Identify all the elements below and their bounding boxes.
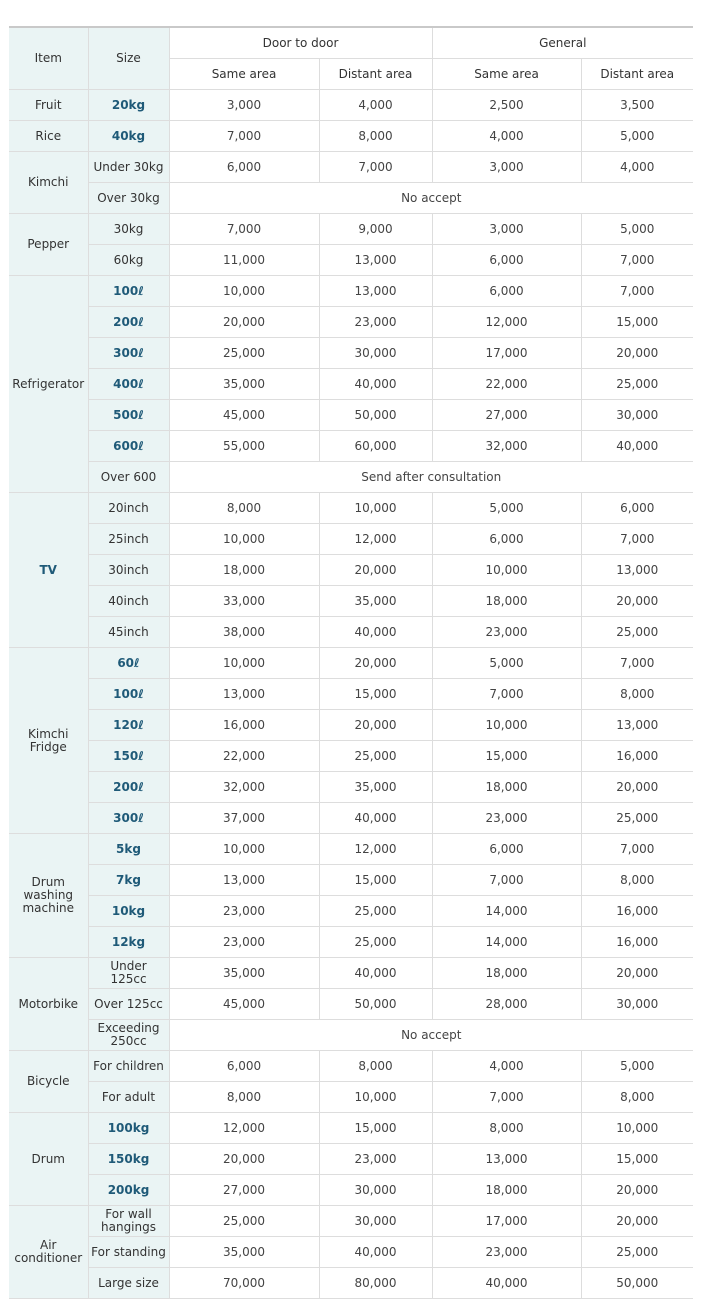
door-same-area-price: 8,000 bbox=[169, 493, 319, 524]
size-cell: 200kg bbox=[88, 1175, 169, 1206]
general-same-area-price: 23,000 bbox=[432, 617, 581, 648]
door-same-area-price: 35,000 bbox=[169, 369, 319, 400]
general-same-area-price: 18,000 bbox=[432, 1175, 581, 1206]
door-distant-area-price: 15,000 bbox=[319, 865, 432, 896]
door-distant-area-price: 4,000 bbox=[319, 90, 432, 121]
door-distant-area-price: 35,000 bbox=[319, 586, 432, 617]
table-row bbox=[9, 586, 693, 617]
item-cell: Fruit bbox=[9, 90, 88, 121]
table-row bbox=[9, 1051, 693, 1082]
door-same-area-price: 37,000 bbox=[169, 803, 319, 834]
item-cell: Drum bbox=[9, 1113, 88, 1206]
item-cell: Refrigerator bbox=[9, 276, 88, 493]
item-cell: Bicycle bbox=[9, 1051, 88, 1113]
table-row bbox=[9, 524, 693, 555]
header-row-top bbox=[9, 27, 693, 59]
door-distant-area-price: 25,000 bbox=[319, 896, 432, 927]
door-same-area-price: 18,000 bbox=[169, 555, 319, 586]
table-row bbox=[9, 679, 693, 710]
general-same-area-price: 3,000 bbox=[432, 214, 581, 245]
general-distant-area-price: 50,000 bbox=[581, 1268, 693, 1299]
size-cell: 25inch bbox=[88, 524, 169, 555]
table-row bbox=[9, 772, 693, 803]
table-body bbox=[9, 90, 693, 1299]
table-row bbox=[9, 152, 693, 183]
general-distant-area-price: 25,000 bbox=[581, 617, 693, 648]
table-row bbox=[9, 741, 693, 772]
general-same-area-price: 7,000 bbox=[432, 865, 581, 896]
general-same-area-price: 23,000 bbox=[432, 1237, 581, 1268]
door-distant-area-price: 30,000 bbox=[319, 338, 432, 369]
general-same-area-price: 6,000 bbox=[432, 245, 581, 276]
general-same-area-price: 4,000 bbox=[432, 1051, 581, 1082]
size-cell: For adult bbox=[88, 1082, 169, 1113]
door-same-area-price: 25,000 bbox=[169, 1206, 319, 1237]
general-distant-area-price: 15,000 bbox=[581, 1144, 693, 1175]
general-same-area-price: 7,000 bbox=[432, 679, 581, 710]
door-distant-area-price: 30,000 bbox=[319, 1175, 432, 1206]
header-general: General bbox=[432, 27, 693, 59]
item-cell: Air conditioner bbox=[9, 1206, 88, 1299]
door-same-area-price: 38,000 bbox=[169, 617, 319, 648]
delivery-rate-table bbox=[9, 26, 693, 1299]
door-distant-area-price: 23,000 bbox=[319, 307, 432, 338]
size-cell: 20inch bbox=[88, 493, 169, 524]
door-same-area-price: 10,000 bbox=[169, 648, 319, 679]
size-cell: 30inch bbox=[88, 555, 169, 586]
door-same-area-price: 32,000 bbox=[169, 772, 319, 803]
table-row bbox=[9, 927, 693, 958]
door-same-area-price: 6,000 bbox=[169, 152, 319, 183]
door-distant-area-price: 20,000 bbox=[319, 555, 432, 586]
general-same-area-price: 10,000 bbox=[432, 555, 581, 586]
general-same-area-price: 22,000 bbox=[432, 369, 581, 400]
door-same-area-price: 35,000 bbox=[169, 1237, 319, 1268]
table-row bbox=[9, 1020, 693, 1051]
door-distant-area-price: 10,000 bbox=[319, 1082, 432, 1113]
door-same-area-price: 7,000 bbox=[169, 121, 319, 152]
door-distant-area-price: 8,000 bbox=[319, 121, 432, 152]
door-distant-area-price: 40,000 bbox=[319, 803, 432, 834]
size-cell: 60kg bbox=[88, 245, 169, 276]
general-distant-area-price: 8,000 bbox=[581, 1082, 693, 1113]
size-cell: For standing bbox=[88, 1237, 169, 1268]
item-cell: Kimchi Fridge bbox=[9, 648, 88, 834]
door-distant-area-price: 12,000 bbox=[319, 524, 432, 555]
door-same-area-price: 23,000 bbox=[169, 927, 319, 958]
general-distant-area-price: 3,500 bbox=[581, 90, 693, 121]
header-item: Item bbox=[9, 27, 88, 90]
general-distant-area-price: 7,000 bbox=[581, 276, 693, 307]
door-same-area-price: 10,000 bbox=[169, 834, 319, 865]
general-distant-area-price: 8,000 bbox=[581, 679, 693, 710]
table-row bbox=[9, 989, 693, 1020]
header-door-to-door: Door to door bbox=[169, 27, 432, 59]
table-row bbox=[9, 865, 693, 896]
general-same-area-price: 18,000 bbox=[432, 586, 581, 617]
general-same-area-price: 15,000 bbox=[432, 741, 581, 772]
general-distant-area-price: 10,000 bbox=[581, 1113, 693, 1144]
size-cell: 10kg bbox=[88, 896, 169, 927]
size-cell: 60ℓ bbox=[88, 648, 169, 679]
size-cell: 500ℓ bbox=[88, 400, 169, 431]
general-same-area-price: 8,000 bbox=[432, 1113, 581, 1144]
door-same-area-price: 13,000 bbox=[169, 679, 319, 710]
table-row bbox=[9, 1144, 693, 1175]
general-distant-area-price: 20,000 bbox=[581, 1175, 693, 1206]
door-same-area-price: 20,000 bbox=[169, 307, 319, 338]
note-cell: No accept bbox=[169, 1020, 693, 1051]
note-cell: No accept bbox=[169, 183, 693, 214]
door-distant-area-price: 20,000 bbox=[319, 648, 432, 679]
door-same-area-price: 13,000 bbox=[169, 865, 319, 896]
size-cell: 150ℓ bbox=[88, 741, 169, 772]
general-same-area-price: 7,000 bbox=[432, 1082, 581, 1113]
general-distant-area-price: 7,000 bbox=[581, 524, 693, 555]
size-cell: 40kg bbox=[88, 121, 169, 152]
general-same-area-price: 17,000 bbox=[432, 1206, 581, 1237]
door-distant-area-price: 30,000 bbox=[319, 1206, 432, 1237]
table-row bbox=[9, 958, 693, 989]
door-distant-area-price: 40,000 bbox=[319, 617, 432, 648]
door-same-area-price: 16,000 bbox=[169, 710, 319, 741]
general-distant-area-price: 8,000 bbox=[581, 865, 693, 896]
size-cell: 200ℓ bbox=[88, 772, 169, 803]
door-same-area-price: 22,000 bbox=[169, 741, 319, 772]
table-row bbox=[9, 1206, 693, 1237]
general-distant-area-price: 13,000 bbox=[581, 555, 693, 586]
general-same-area-price: 18,000 bbox=[432, 958, 581, 989]
general-distant-area-price: 4,000 bbox=[581, 152, 693, 183]
general-distant-area-price: 16,000 bbox=[581, 927, 693, 958]
size-cell: Under 125cc bbox=[88, 958, 169, 989]
door-same-area-price: 20,000 bbox=[169, 1144, 319, 1175]
general-distant-area-price: 20,000 bbox=[581, 958, 693, 989]
table-row bbox=[9, 214, 693, 245]
general-same-area-price: 12,000 bbox=[432, 307, 581, 338]
door-same-area-price: 45,000 bbox=[169, 400, 319, 431]
general-distant-area-price: 5,000 bbox=[581, 1051, 693, 1082]
door-distant-area-price: 23,000 bbox=[319, 1144, 432, 1175]
table-row bbox=[9, 1268, 693, 1299]
table-row bbox=[9, 1113, 693, 1144]
size-cell: 5kg bbox=[88, 834, 169, 865]
general-distant-area-price: 7,000 bbox=[581, 834, 693, 865]
general-distant-area-price: 15,000 bbox=[581, 307, 693, 338]
general-same-area-price: 13,000 bbox=[432, 1144, 581, 1175]
door-distant-area-price: 40,000 bbox=[319, 1237, 432, 1268]
door-same-area-price: 23,000 bbox=[169, 896, 319, 927]
door-same-area-price: 33,000 bbox=[169, 586, 319, 617]
door-same-area-price: 10,000 bbox=[169, 276, 319, 307]
item-cell: Motorbike bbox=[9, 958, 88, 1051]
table-row bbox=[9, 307, 693, 338]
general-same-area-price: 10,000 bbox=[432, 710, 581, 741]
general-same-area-price: 18,000 bbox=[432, 772, 581, 803]
door-same-area-price: 3,000 bbox=[169, 90, 319, 121]
door-same-area-price: 35,000 bbox=[169, 958, 319, 989]
general-same-area-price: 4,000 bbox=[432, 121, 581, 152]
door-same-area-price: 8,000 bbox=[169, 1082, 319, 1113]
size-cell: 300ℓ bbox=[88, 338, 169, 369]
size-cell: 7kg bbox=[88, 865, 169, 896]
general-same-area-price: 14,000 bbox=[432, 896, 581, 927]
size-cell: Over 125cc bbox=[88, 989, 169, 1020]
size-cell: 40inch bbox=[88, 586, 169, 617]
general-same-area-price: 3,000 bbox=[432, 152, 581, 183]
general-distant-area-price: 16,000 bbox=[581, 896, 693, 927]
door-same-area-price: 45,000 bbox=[169, 989, 319, 1020]
door-same-area-price: 11,000 bbox=[169, 245, 319, 276]
door-distant-area-price: 8,000 bbox=[319, 1051, 432, 1082]
general-distant-area-price: 20,000 bbox=[581, 772, 693, 803]
header-same-area: Same area bbox=[169, 59, 319, 90]
general-same-area-price: 17,000 bbox=[432, 338, 581, 369]
door-distant-area-price: 25,000 bbox=[319, 927, 432, 958]
size-cell: 100kg bbox=[88, 1113, 169, 1144]
size-cell: 20kg bbox=[88, 90, 169, 121]
size-cell: 150kg bbox=[88, 1144, 169, 1175]
table-row bbox=[9, 803, 693, 834]
header-distant-area: Distant area bbox=[319, 59, 432, 90]
general-distant-area-price: 25,000 bbox=[581, 369, 693, 400]
general-distant-area-price: 7,000 bbox=[581, 648, 693, 679]
table-header bbox=[9, 27, 693, 90]
general-distant-area-price: 25,000 bbox=[581, 803, 693, 834]
door-distant-area-price: 7,000 bbox=[319, 152, 432, 183]
general-distant-area-price: 40,000 bbox=[581, 431, 693, 462]
size-cell: 400ℓ bbox=[88, 369, 169, 400]
door-distant-area-price: 9,000 bbox=[319, 214, 432, 245]
door-distant-area-price: 40,000 bbox=[319, 369, 432, 400]
size-cell: 120ℓ bbox=[88, 710, 169, 741]
size-cell: Over 30kg bbox=[88, 183, 169, 214]
size-cell: For wall hangings bbox=[88, 1206, 169, 1237]
general-distant-area-price: 16,000 bbox=[581, 741, 693, 772]
table-row bbox=[9, 245, 693, 276]
table-row bbox=[9, 400, 693, 431]
size-cell: 100ℓ bbox=[88, 679, 169, 710]
general-same-area-price: 6,000 bbox=[432, 276, 581, 307]
door-distant-area-price: 80,000 bbox=[319, 1268, 432, 1299]
size-cell: Over 600 bbox=[88, 462, 169, 493]
general-distant-area-price: 25,000 bbox=[581, 1237, 693, 1268]
general-same-area-price: 32,000 bbox=[432, 431, 581, 462]
door-distant-area-price: 12,000 bbox=[319, 834, 432, 865]
door-distant-area-price: 35,000 bbox=[319, 772, 432, 803]
door-same-area-price: 10,000 bbox=[169, 524, 319, 555]
size-cell: Large size bbox=[88, 1268, 169, 1299]
general-distant-area-price: 7,000 bbox=[581, 245, 693, 276]
table-row bbox=[9, 617, 693, 648]
table-row bbox=[9, 710, 693, 741]
general-same-area-price: 5,000 bbox=[432, 648, 581, 679]
door-same-area-price: 6,000 bbox=[169, 1051, 319, 1082]
table-row bbox=[9, 493, 693, 524]
door-distant-area-price: 50,000 bbox=[319, 400, 432, 431]
table-row bbox=[9, 555, 693, 586]
general-distant-area-price: 5,000 bbox=[581, 121, 693, 152]
door-same-area-price: 55,000 bbox=[169, 431, 319, 462]
door-distant-area-price: 15,000 bbox=[319, 679, 432, 710]
door-distant-area-price: 15,000 bbox=[319, 1113, 432, 1144]
general-same-area-price: 5,000 bbox=[432, 493, 581, 524]
size-cell: 600ℓ bbox=[88, 431, 169, 462]
table-row bbox=[9, 1175, 693, 1206]
table-row bbox=[9, 1082, 693, 1113]
note-cell: Send after consultation bbox=[169, 462, 693, 493]
size-cell: 12kg bbox=[88, 927, 169, 958]
door-distant-area-price: 10,000 bbox=[319, 493, 432, 524]
door-same-area-price: 7,000 bbox=[169, 214, 319, 245]
table-row bbox=[9, 896, 693, 927]
general-distant-area-price: 30,000 bbox=[581, 400, 693, 431]
table-row bbox=[9, 90, 693, 121]
table-row bbox=[9, 338, 693, 369]
general-distant-area-price: 20,000 bbox=[581, 586, 693, 617]
table-row bbox=[9, 183, 693, 214]
general-same-area-price: 23,000 bbox=[432, 803, 581, 834]
general-same-area-price: 28,000 bbox=[432, 989, 581, 1020]
header-same-area: Same area bbox=[432, 59, 581, 90]
table-row bbox=[9, 648, 693, 679]
general-distant-area-price: 5,000 bbox=[581, 214, 693, 245]
size-cell: For children bbox=[88, 1051, 169, 1082]
size-cell: 200ℓ bbox=[88, 307, 169, 338]
table-row bbox=[9, 834, 693, 865]
size-cell: 30kg bbox=[88, 214, 169, 245]
door-distant-area-price: 40,000 bbox=[319, 958, 432, 989]
table-row bbox=[9, 431, 693, 462]
general-same-area-price: 27,000 bbox=[432, 400, 581, 431]
table-row bbox=[9, 276, 693, 307]
item-cell: Pepper bbox=[9, 214, 88, 276]
door-same-area-price: 12,000 bbox=[169, 1113, 319, 1144]
size-cell: Exceeding 250cc bbox=[88, 1020, 169, 1051]
general-distant-area-price: 20,000 bbox=[581, 338, 693, 369]
general-same-area-price: 2,500 bbox=[432, 90, 581, 121]
table-row bbox=[9, 1237, 693, 1268]
door-distant-area-price: 13,000 bbox=[319, 276, 432, 307]
size-cell: 100ℓ bbox=[88, 276, 169, 307]
item-cell: Kimchi bbox=[9, 152, 88, 214]
header-distant-area: Distant area bbox=[581, 59, 693, 90]
item-cell: TV bbox=[9, 493, 88, 648]
header-size: Size bbox=[88, 27, 169, 90]
general-distant-area-price: 30,000 bbox=[581, 989, 693, 1020]
general-distant-area-price: 13,000 bbox=[581, 710, 693, 741]
general-same-area-price: 6,000 bbox=[432, 524, 581, 555]
door-same-area-price: 27,000 bbox=[169, 1175, 319, 1206]
door-same-area-price: 25,000 bbox=[169, 338, 319, 369]
item-cell: Drum washing machine bbox=[9, 834, 88, 958]
general-distant-area-price: 20,000 bbox=[581, 1206, 693, 1237]
table-row bbox=[9, 462, 693, 493]
general-same-area-price: 14,000 bbox=[432, 927, 581, 958]
size-cell: Under 30kg bbox=[88, 152, 169, 183]
general-distant-area-price: 6,000 bbox=[581, 493, 693, 524]
item-cell: Rice bbox=[9, 121, 88, 152]
general-same-area-price: 6,000 bbox=[432, 834, 581, 865]
door-distant-area-price: 60,000 bbox=[319, 431, 432, 462]
door-distant-area-price: 50,000 bbox=[319, 989, 432, 1020]
door-distant-area-price: 25,000 bbox=[319, 741, 432, 772]
table-row bbox=[9, 369, 693, 400]
size-cell: 300ℓ bbox=[88, 803, 169, 834]
door-distant-area-price: 20,000 bbox=[319, 710, 432, 741]
door-same-area-price: 70,000 bbox=[169, 1268, 319, 1299]
door-distant-area-price: 13,000 bbox=[319, 245, 432, 276]
general-same-area-price: 40,000 bbox=[432, 1268, 581, 1299]
size-cell: 45inch bbox=[88, 617, 169, 648]
table-row bbox=[9, 121, 693, 152]
